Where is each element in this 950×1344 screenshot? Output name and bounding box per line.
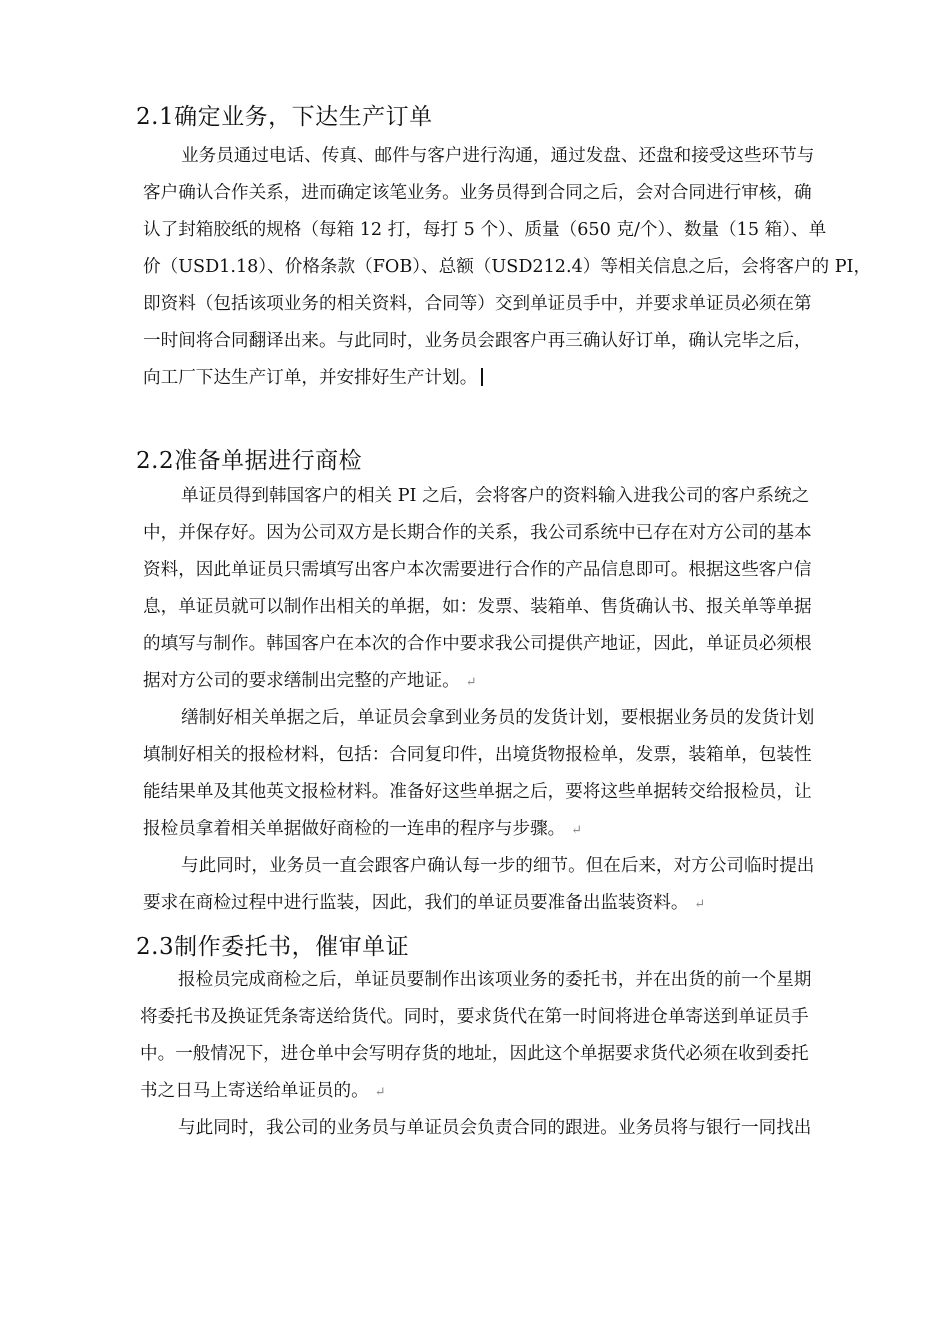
paragraph-2-1-1 bbox=[143, 138, 878, 397]
text-line: 单证员得到韩国客户的相关 PI 之后，会将客户的资料输入进我公司的客户系统之 bbox=[181, 486, 810, 506]
paragraph-mark-icon: ↵ bbox=[465, 675, 477, 690]
paragraph-mark-icon: ↵ bbox=[571, 823, 583, 838]
paragraph-2-3-2 bbox=[140, 1110, 875, 1147]
text-line: 报检员完成商检之后，单证员要制作出该项业务的委托书，并在出货的前一个星期 bbox=[178, 970, 812, 990]
text-line: 的填写与制作。韩国客户在本次的合作中要求我公司提供产地证，因此，单证员必须根 bbox=[143, 634, 812, 654]
text-line: 据对方公司的要求缮制出完整的产地证。 bbox=[143, 671, 460, 691]
text-line: 认了封箱胶纸的规格（每箱 12 打，每打 5 个）、质量（650 克/个）、数量（15 箱）、单 bbox=[143, 220, 827, 240]
text-line: 将委托书及换证凭条寄送给货代。同时，要求货代在第一时间将进仓单寄送到单证员手 bbox=[140, 1007, 809, 1027]
paragraph-2-3-1 bbox=[140, 962, 875, 1110]
text-line: 一时间将合同翻译出来。与此同时，业务员会跟客户再三确认好订单，确认完毕之后， bbox=[143, 331, 812, 351]
text-line: 要求在商检过程中进行监装，因此，我们的单证员要准备出监装资料。 bbox=[143, 893, 689, 913]
text-line: 中，并保存好。因为公司双方是长期合作的关系，我公司系统中已存在对方公司的基本 bbox=[143, 523, 812, 543]
text-line-last bbox=[143, 663, 878, 700]
paragraph-mark-icon: ↵ bbox=[374, 1085, 386, 1100]
section-heading-2-2: 2.2准备单据进行商检 bbox=[136, 448, 363, 474]
text-line-last bbox=[143, 360, 878, 397]
text-line: 向工厂下达生产订单，并安排好生产计划。 bbox=[143, 368, 478, 388]
text-line: 填制好相关的报检材料，包括：合同复印件，出境货物报检单，发票，装箱单，包装性 bbox=[143, 745, 812, 765]
text-line: 即资料（包括该项业务的相关资料，合同等）交到单证员手中，并要求单证员必须在第 bbox=[143, 294, 812, 314]
text-line: 能结果单及其他英文报检材料。准备好这些单据之后，要将这些单据转交给报检员，让 bbox=[143, 782, 812, 802]
text-line: 资料，因此单证员只需填写出客户本次需要进行合作的产品信息即可。根据这些客户信 bbox=[143, 560, 812, 580]
text-line: 中。一般情况下，进仓单中会写明存货的地址，因此这个单据要求货代必须在收到委托 bbox=[140, 1044, 809, 1064]
section-heading-2-3: 2.3制作委托书，催审单证 bbox=[136, 934, 410, 960]
text-line-last bbox=[143, 811, 878, 848]
text-line-last bbox=[143, 885, 878, 922]
text-line: 书之日马上寄送给单证员的。 bbox=[140, 1081, 369, 1101]
paragraph-2-2-3 bbox=[143, 848, 878, 922]
text-line: 与此同时，我公司的业务员与单证员会负责合同的跟进。业务员将与银行一同找出 bbox=[178, 1118, 812, 1138]
text-line: 缮制好相关单据之后，单证员会拿到业务员的发货计划，要根据业务员的发货计划 bbox=[181, 708, 815, 728]
text-line: 业务员通过电话、传真、邮件与客户进行沟通，通过发盘、还盘和接受这些环节与 bbox=[181, 146, 815, 166]
section-heading-2-1: 2.1确定业务，下达生产订单 bbox=[136, 104, 433, 130]
text-cursor-icon bbox=[481, 368, 483, 386]
text-line: 价（USD1.18）、价格条款（FOB）、总额（USD212.4）等相关信息之后，会将客户的 PI， bbox=[143, 257, 872, 277]
text-line: 报检员拿着相关单据做好商检的一连串的程序与步骤。 bbox=[143, 819, 566, 839]
text-line-last bbox=[140, 1073, 875, 1110]
text-line: 息，单证员就可以制作出相关的单据，如：发票、装箱单、售货确认书、报关单等单据 bbox=[143, 597, 812, 617]
text-line: 客户确认合作关系，进而确定该笔业务。业务员得到合同之后，会对合同进行审核，确 bbox=[143, 183, 812, 203]
paragraph-2-2-1 bbox=[143, 478, 878, 700]
text-line: 与此同时，业务员一直会跟客户确认每一步的细节。但在后来，对方公司临时提出 bbox=[181, 856, 815, 876]
paragraph-mark-icon: ↵ bbox=[694, 897, 706, 912]
paragraph-2-2-2 bbox=[143, 700, 878, 848]
